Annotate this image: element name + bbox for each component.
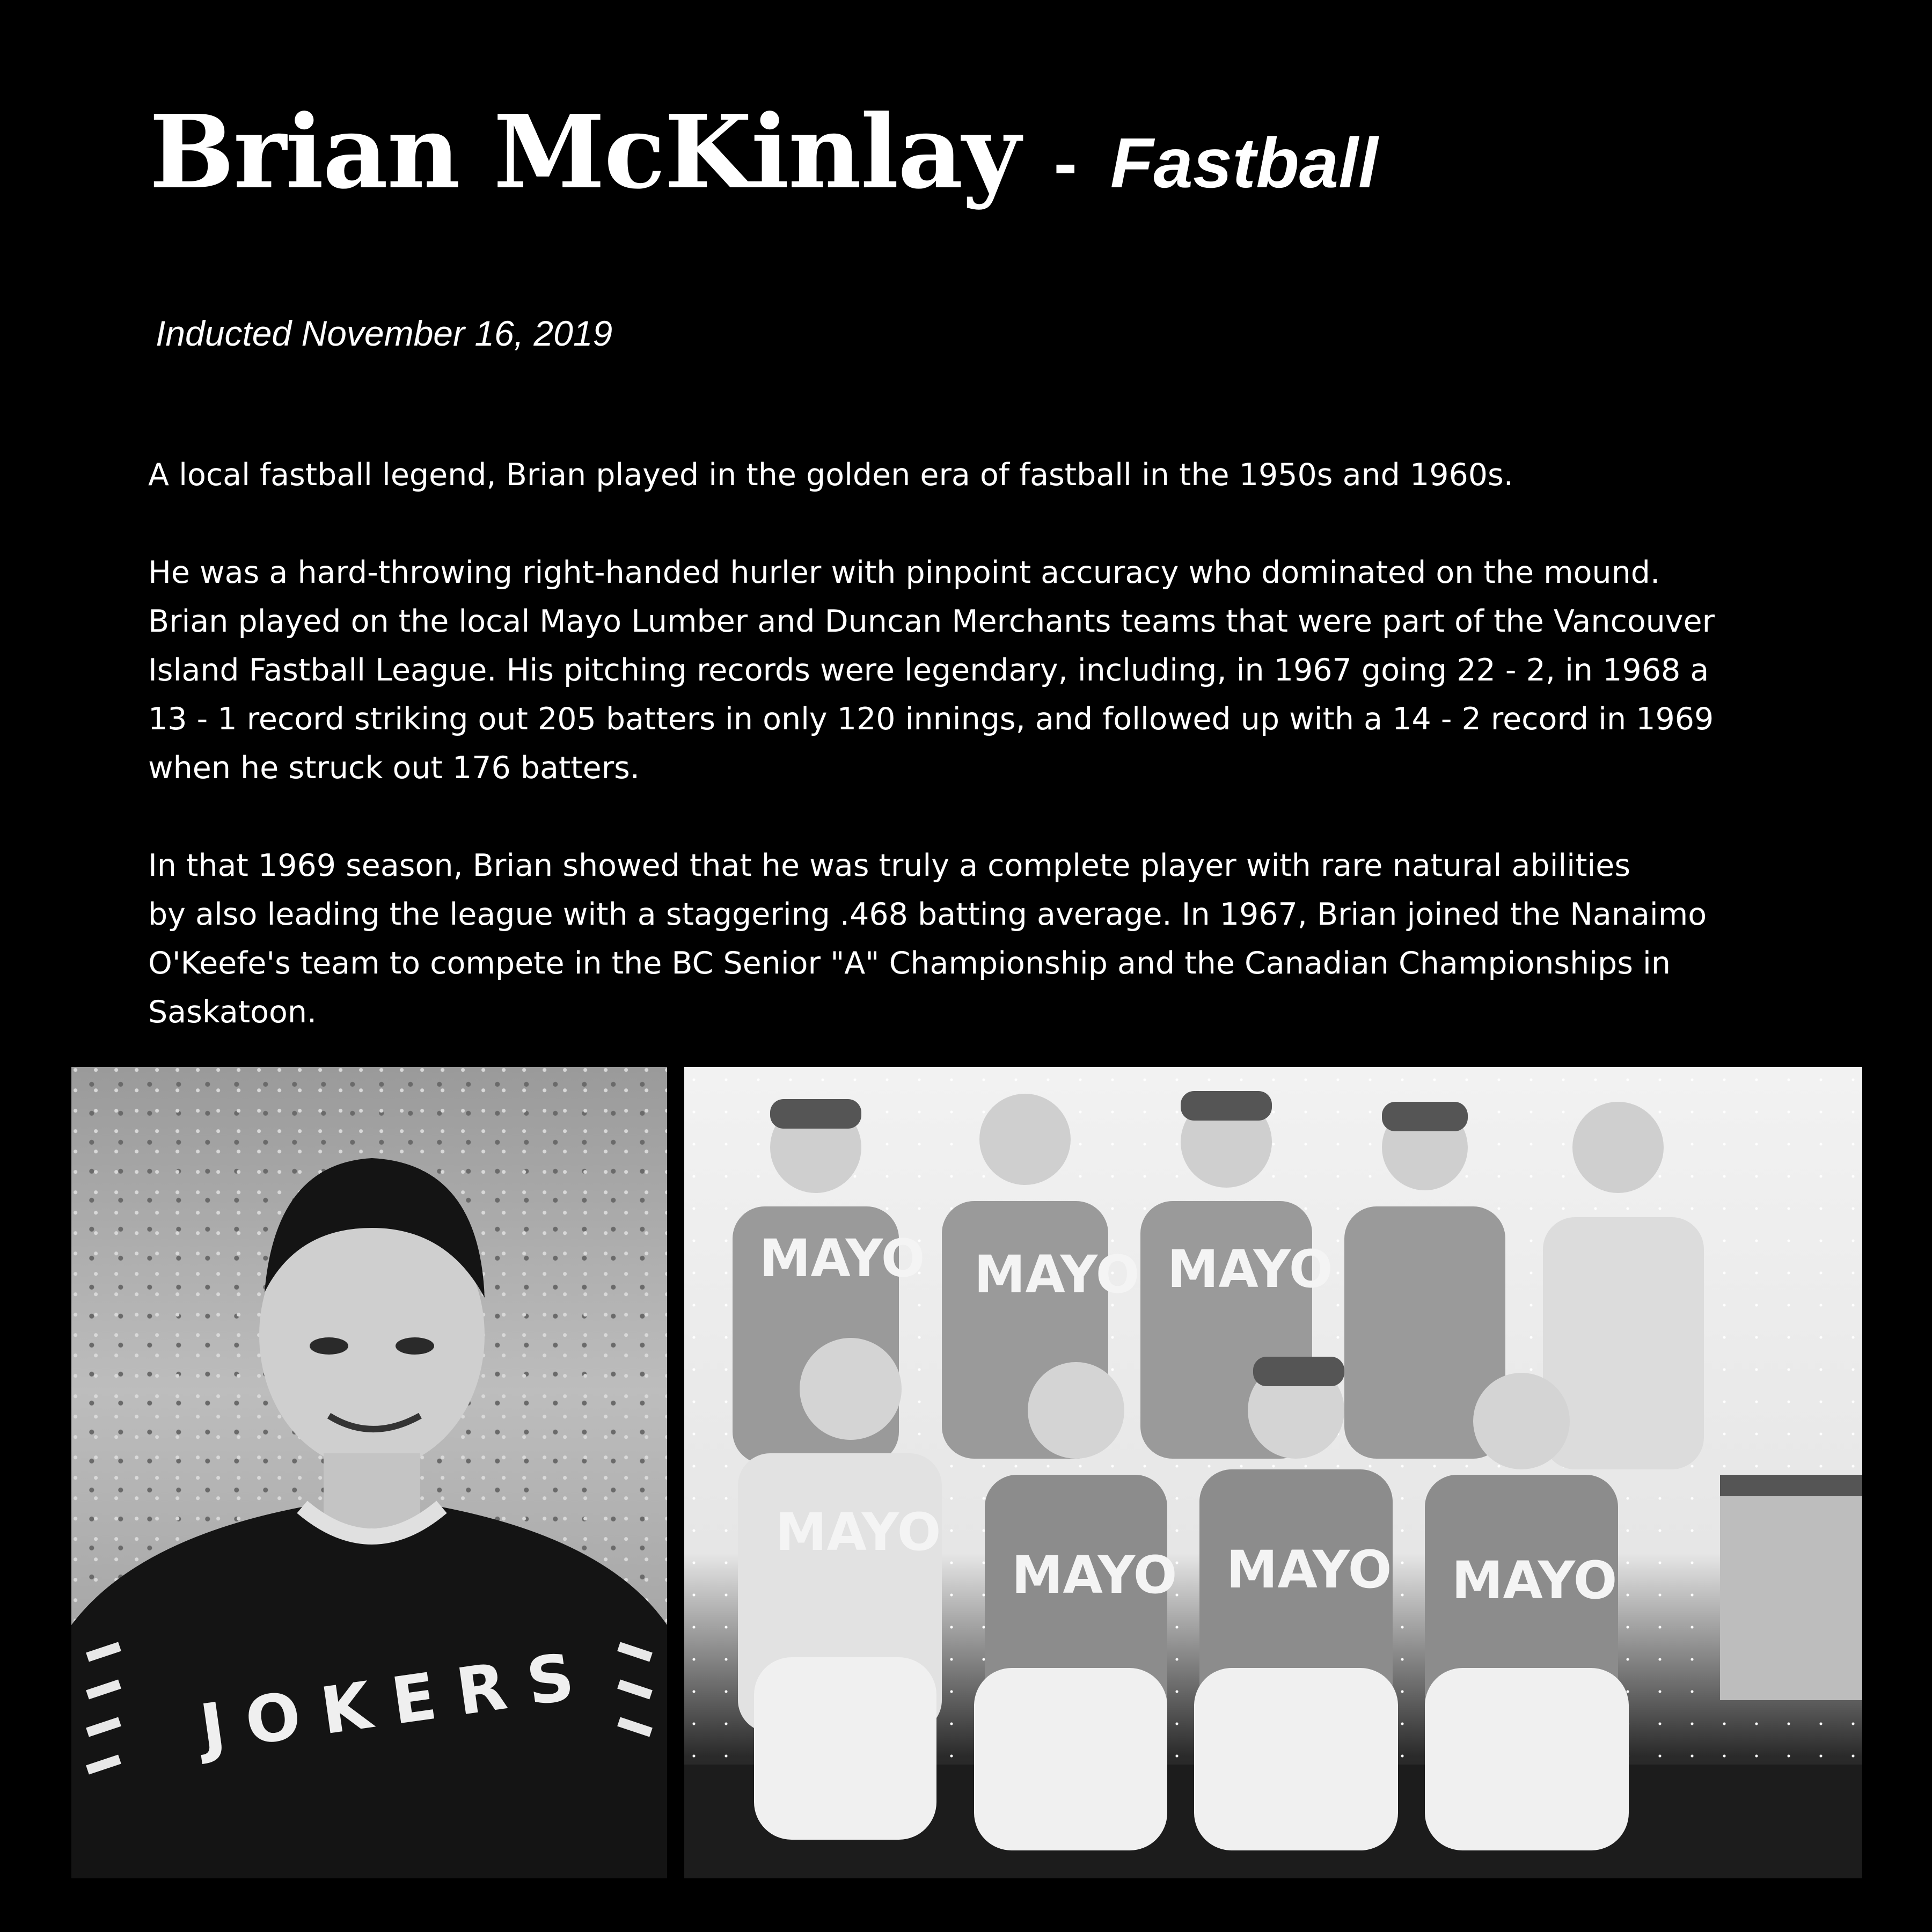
team-jersey-text: MAYO xyxy=(759,1228,925,1289)
team-jersey-text: MAYO xyxy=(1226,1540,1392,1600)
team-jersey-text: MAYO xyxy=(1167,1239,1333,1299)
bio-line: O'Keefe's team to compete in the BC Senior "A" Championship and the Canadian Championships in xyxy=(148,946,1671,981)
title-dash: - xyxy=(1053,123,1077,202)
biography xyxy=(148,451,1828,1086)
bio-line: In that 1969 season, Brian showed that he was truly a complete player with rare natural abilities xyxy=(148,848,1631,883)
team-jersey-text: MAYO xyxy=(1452,1550,1618,1611)
inductee-name: Brian McKinlay xyxy=(149,93,1020,211)
team-jersey-text: MAYO xyxy=(775,1502,941,1562)
bio-line: A local fastball legend, Brian played in the golden era of fastball in the 1950s and 1960s. xyxy=(148,457,1513,493)
sport-name: Fastball xyxy=(1110,123,1378,202)
team-jersey-text: MAYO xyxy=(974,1245,1140,1305)
bio-line: Saskatoon. xyxy=(148,994,317,1030)
portrait-jersey-text: JOKERS xyxy=(195,1637,600,1766)
portrait-illustration xyxy=(71,1067,667,1878)
bio-line: Island Fastball League. His pitching records were legendary, including, in 1967 going 22 - 2, in 1968 a xyxy=(148,653,1709,688)
bio-paragraph-1 xyxy=(148,451,1828,500)
bio-line: when he struck out 176 batters. xyxy=(148,750,640,786)
bio-paragraph-3 xyxy=(148,841,1828,1037)
portrait-photo xyxy=(71,1067,667,1878)
bio-line: Brian played on the local Mayo Lumber and Duncan Merchants teams that were part of the Vancouver xyxy=(148,604,1715,639)
induction-date: Inducted November 16, 2019 xyxy=(156,313,613,353)
bio-line: 13 - 1 record striking out 205 batters in only 120 innings, and followed up with a 14 - 2 record in 1969 xyxy=(148,701,1714,737)
team-illustration xyxy=(684,1067,1862,1878)
bio-line: He was a hard-throwing right-handed hurler with pinpoint accuracy who dominated on the mound. xyxy=(148,555,1660,590)
team-photo xyxy=(684,1067,1862,1878)
inductee-title xyxy=(149,93,1378,211)
bio-line: by also leading the league with a staggering .468 batting average. In 1967, Brian joined the Nanaimo xyxy=(148,897,1707,932)
team-jersey-text: MAYO xyxy=(1012,1545,1177,1605)
bio-paragraph-2 xyxy=(148,548,1828,793)
